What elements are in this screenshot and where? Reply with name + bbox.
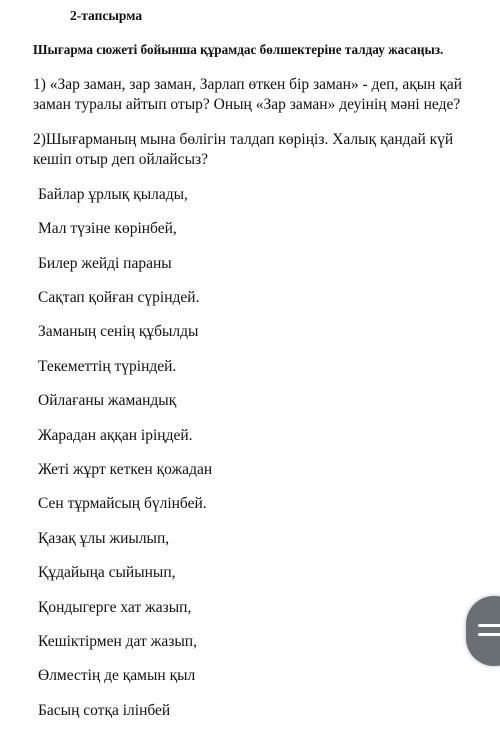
- poem-line: Құдайыңа сыйынып,: [38, 564, 176, 581]
- poem-line: Қондыгерге хат жазып,: [38, 599, 192, 616]
- poem-line: Сен тұрмайсың бүлінбей.: [38, 495, 207, 512]
- poem-line: Билер жейді параны: [38, 255, 172, 272]
- poem-line: Текеметтің түріндей.: [38, 358, 177, 375]
- instruction-text: Шығарма сюжеті бойынша құрамдас бөлшектеріне талдау жасаңыз.: [33, 42, 444, 57]
- poem-line: Жеті жұрт кеткен қожадан: [38, 461, 213, 478]
- poem-line: Өлместің де қамын қыл: [38, 667, 196, 684]
- hamburger-menu-icon-bar: [478, 633, 500, 636]
- hamburger-menu-icon: [478, 624, 500, 627]
- question-2: 2)Шығарманың мына бөлігін талдап көріңіз. Халық қандай күй кешіп отыр деп ойлайсыз?: [33, 131, 454, 168]
- task-title: 2-тапсырма: [70, 8, 143, 23]
- poem-line: Басың сотқа ілінбей: [38, 702, 171, 719]
- poem-line: Байлар ұрлық қылады,: [38, 186, 188, 203]
- poem-line: Кешіктірмен дат жазып,: [38, 633, 197, 650]
- poem-line: Қазақ ұлы жиылып,: [38, 530, 170, 547]
- question-1: 1) «Зар заман, зар заман, Зарлап өткен бір заман» - деп, ақын қай заман туралы айтып отыр? Оның «Зар заман» деуінің мәні неде?: [33, 76, 463, 113]
- poem-line: Мал түзіне көрінбей,: [38, 220, 177, 237]
- menu-button[interactable]: [466, 596, 500, 666]
- poem-line: Сақтап қойған сүріндей.: [38, 289, 200, 306]
- poem-line: Жарадан аққан іріңдей.: [38, 427, 193, 444]
- poem-line: Ойлағаны жамандық: [38, 392, 177, 409]
- poem-line: Заманың сенің құбылды: [38, 323, 199, 340]
